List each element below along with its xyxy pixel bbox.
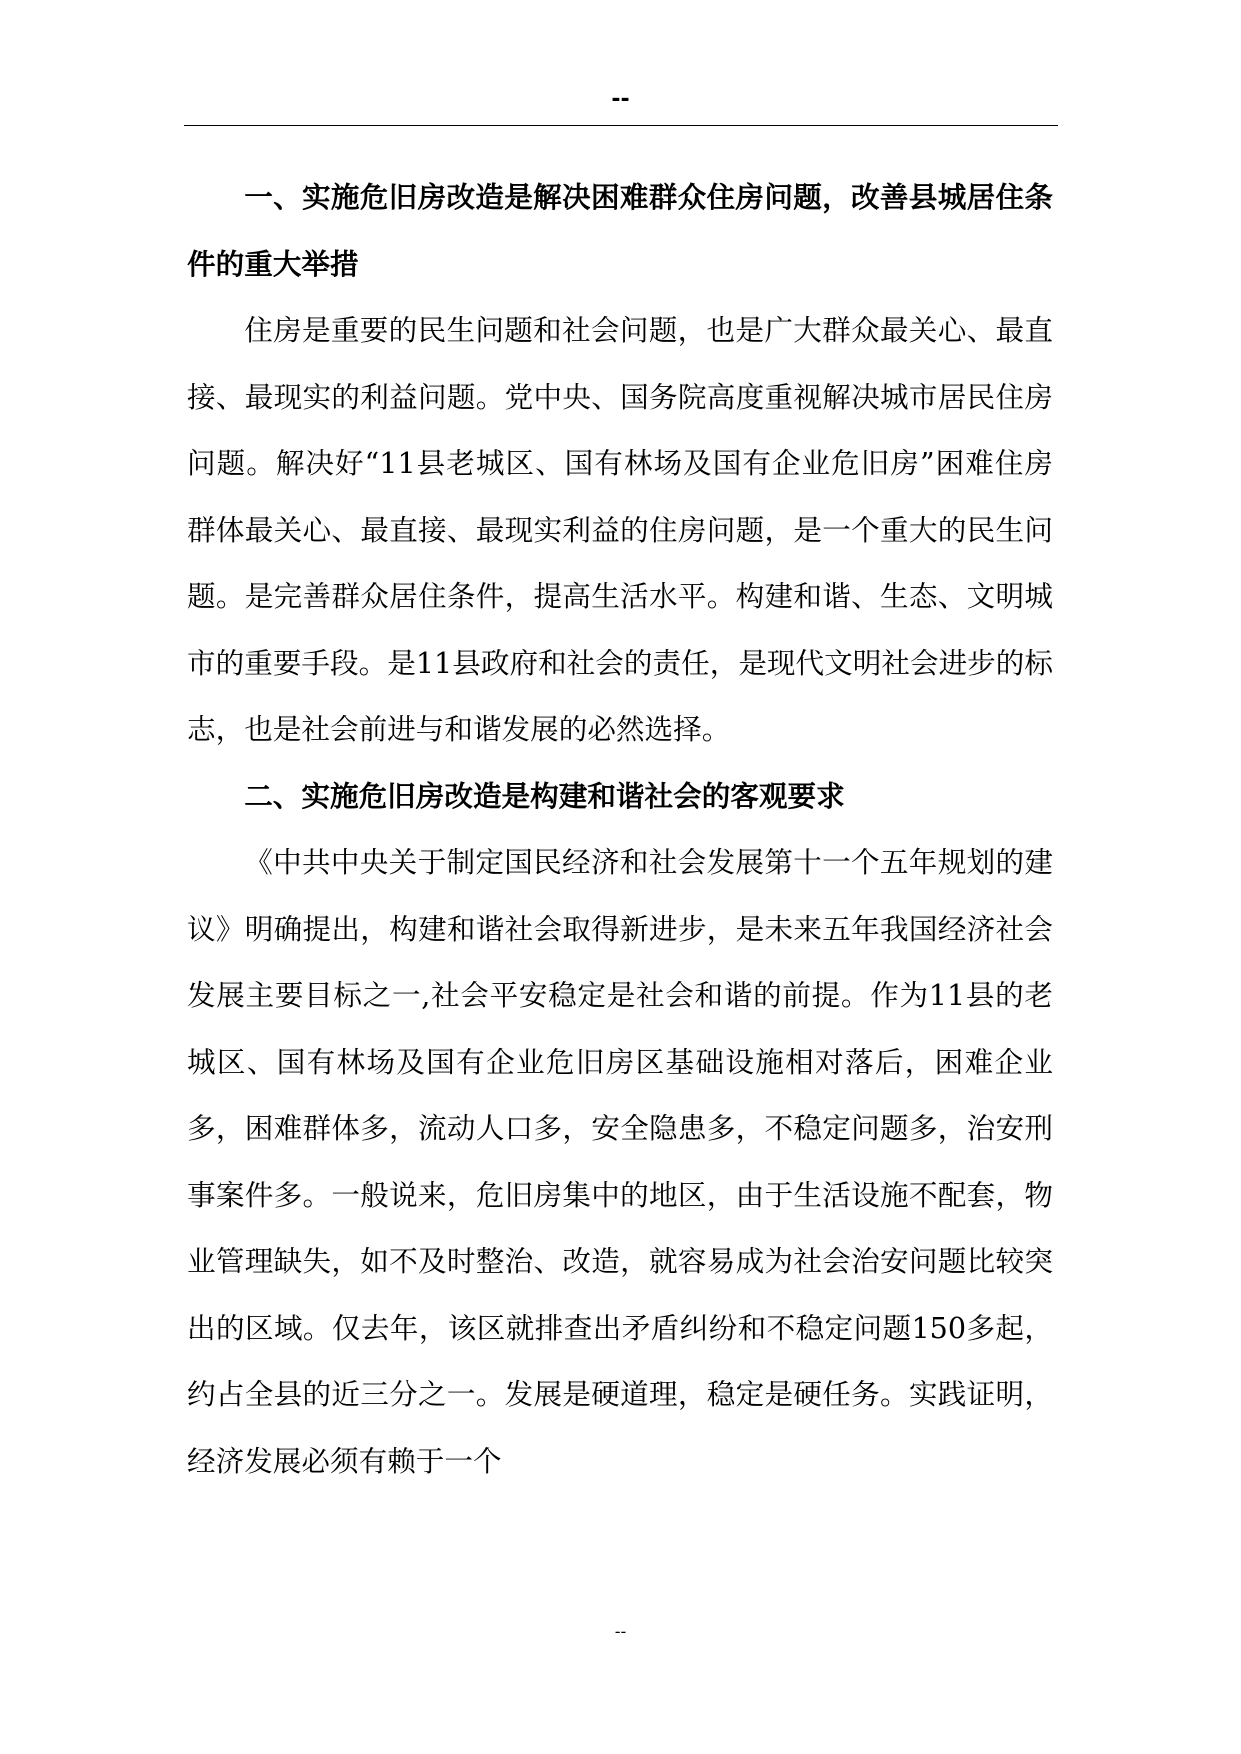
page-header-mark: -- xyxy=(611,87,630,112)
document-body xyxy=(187,164,1053,1494)
paragraph-1: 住房是重要的民生问题和社会问题，也是广大群众最关心、最直接、最现实的利益问题。党中央、国务院高度重视解决城市居民住房问题。解决好“11县老城区、国有林场及国有企业危旧房”困难住房群体最关心、最直接、最现实利益的住房问题，是一个重大的民生问题。是完善群众居住条件，提高生活水平。构建和谐、生态、文明城市的重要手段。是11县政府和社会的责任，是现代文明社会进步的标志，也是社会前进与和谐发展的必然选择。 xyxy=(187,313,1053,746)
section-heading-2: 二、实施危旧房改造是构建和谐社会的客观要求 xyxy=(244,778,845,813)
page-footer-mark: -- xyxy=(614,1622,627,1641)
header-divider xyxy=(184,125,1058,126)
paragraph-2: 《中共中央关于制定国民经济和社会发展第十一个五年规划的建议》明确提出，构建和谐社会取得新进步，是未来五年我国经济社会发展主要目标之一,社会平安稳定是社会和谐的前提。作为11县的老城区、国有林场及国有企业危旧房区基础设施相对落后，困难企业多，困难群体多，流动人口多，安全隐患多，不稳定问题多，治安刑事案件多。一般说来，危旧房集中的地区，由于生活设施不配套，物业管理缺失，如不及时整治、改造，就容易成为社会治安问题比较突出的区域。仅去年，该区就排查出矛盾纠纷和不稳定问题150多起，约占全县的近三分之一。发展是硬道理，稳定是硬任务。实践证明，经济发展必须有赖于一个 xyxy=(187,845,1053,1478)
section-heading-1: 一、实施危旧房改造是解决困难群众住房问题，改善县城居住条件的重大举措 xyxy=(187,180,1053,281)
